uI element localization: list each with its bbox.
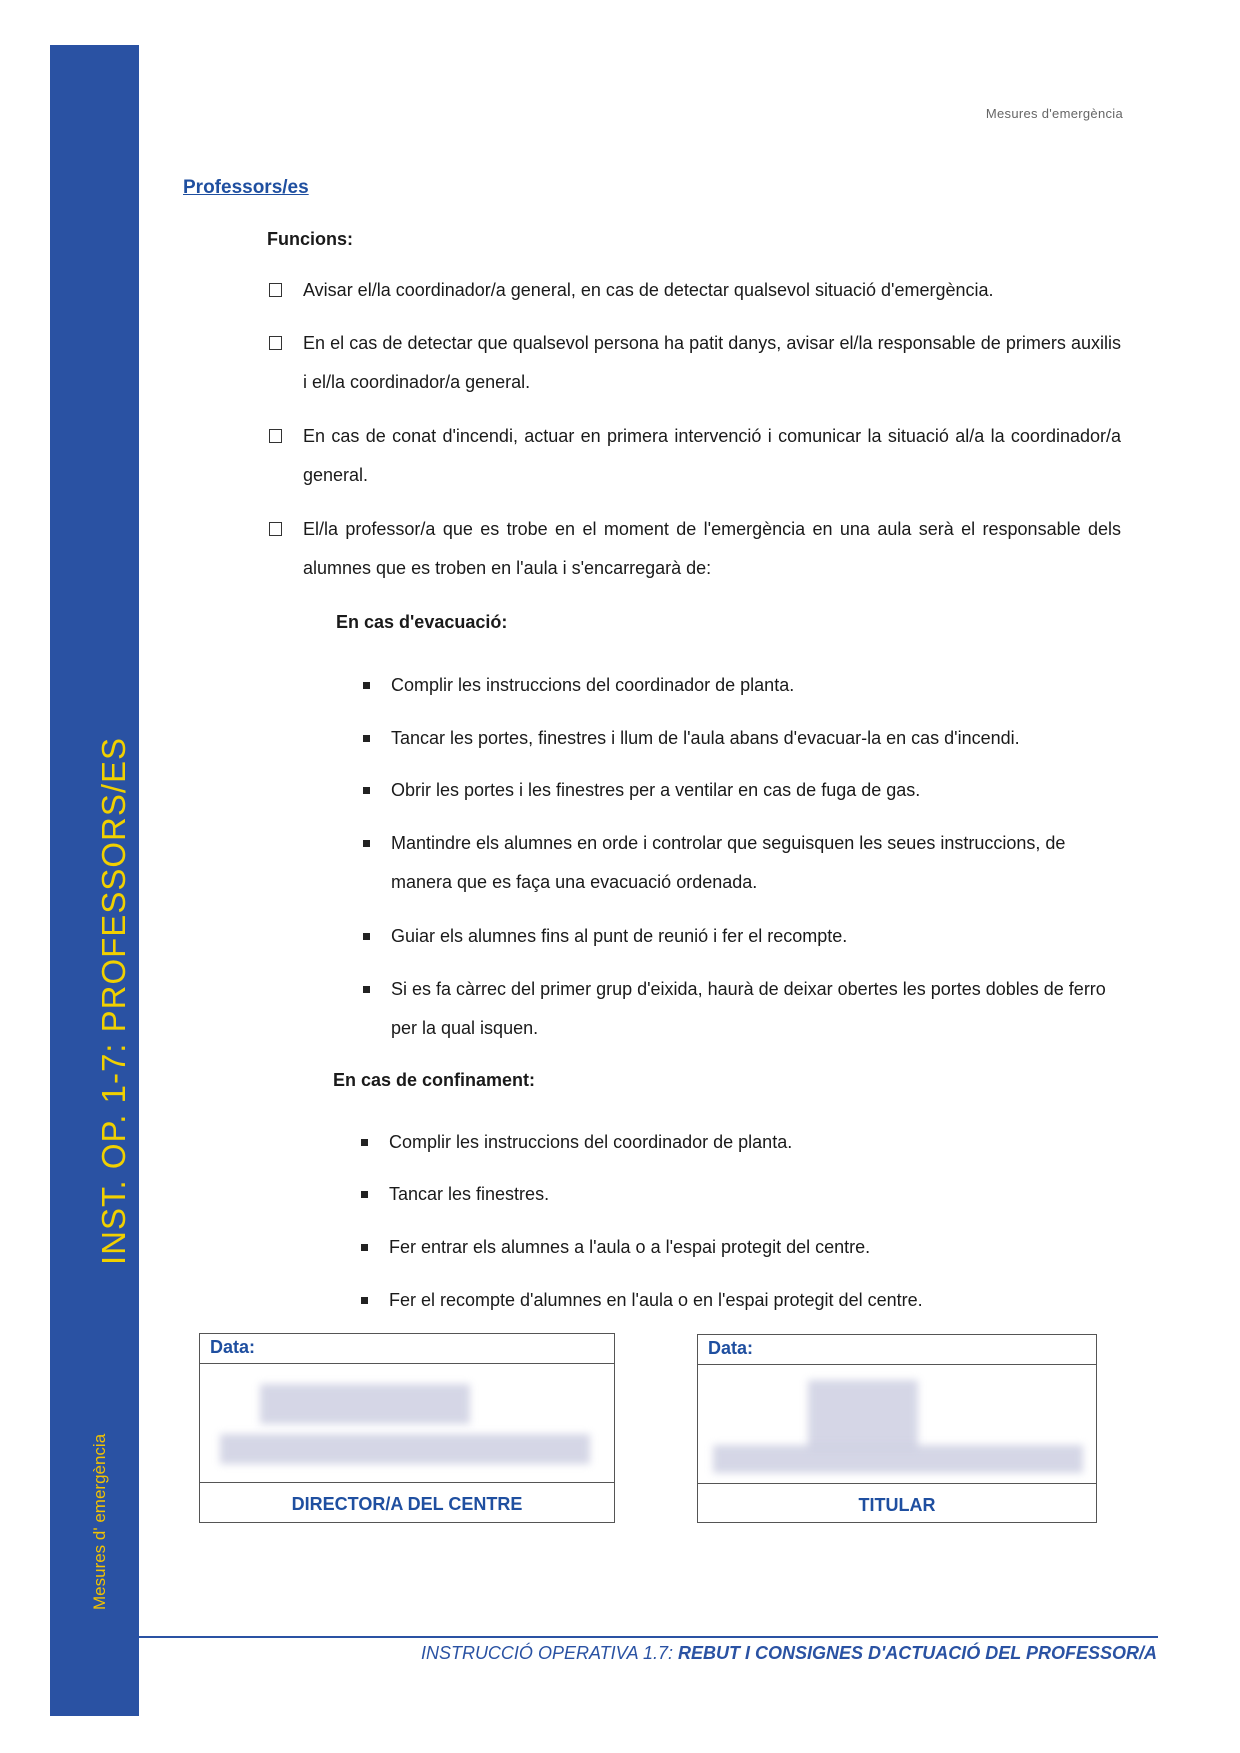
confinament-item: Fer entrar els alumnes a l'aula o a l'espai protegit del centre. — [358, 1228, 1118, 1267]
signature-image — [260, 1384, 470, 1424]
checkbox-icon — [269, 283, 282, 297]
bullet-icon — [361, 1297, 368, 1304]
checkbox-icon — [269, 336, 282, 350]
bullet-icon — [363, 682, 370, 689]
confinament-heading: En cas de confinament: — [333, 1070, 536, 1090]
signature-image — [713, 1445, 1083, 1473]
signature-date-label: Data: — [210, 1337, 256, 1357]
bullet-icon — [363, 735, 370, 742]
signature-image — [808, 1380, 918, 1450]
bullet-icon — [361, 1139, 368, 1146]
signature-date-label: Data: — [708, 1338, 754, 1358]
funcio-item: El/la professor/a que es trobe en el moment de l'emergència en una aula serà el responsable dels alumnes que es troben en l'aula i s'encarregarà de: — [267, 510, 1121, 588]
signature-role: DIRECTOR/A DEL CENTRE — [291, 1494, 523, 1514]
confinament-item: Complir les instruccions del coordinador de planta. — [358, 1123, 1118, 1162]
funcio-item: En cas de conat d'incendi, actuar en primera intervenció i comunicar la situació al/a la coordinador/a general. — [267, 417, 1121, 495]
checkbox-icon — [269, 522, 282, 536]
confinament-item: Fer el recompte d'alumnes en l'aula o en l'espai protegit del centre. — [358, 1281, 1118, 1320]
checkbox-icon — [269, 429, 282, 443]
sidebar-subtitle: Mesures d' emergència — [90, 1433, 109, 1610]
footer-text: INSTRUCCIÓ OPERATIVA 1.7: REBUT I CONSIGNES D'ACTUACIÓ DEL PROFESSOR/A — [420, 1643, 1157, 1663]
funcio-item: En el cas de detectar que qualsevol persona ha patit danys, avisar el/la responsable de primers auxilis i el/la coordinador/a general. — [267, 324, 1121, 402]
bullet-icon — [363, 840, 370, 847]
evacuacio-item: Complir les instruccions del coordinador de planta. — [360, 666, 1120, 705]
evacuacio-item: Obrir les portes i les finestres per a ventilar en cas de fuga de gas. — [360, 771, 1120, 810]
evacuacio-item: Si es fa càrrec del primer grup d'eixida, haurà de deixar obertes les portes dobles de ferro per la qual isquen. — [360, 970, 1120, 1048]
confinament-item: Tancar les finestres. — [358, 1175, 1118, 1214]
divider — [698, 1364, 1096, 1365]
divider — [200, 1482, 614, 1483]
signature-image — [220, 1434, 590, 1464]
evacuacio-heading: En cas d'evacuació: — [336, 612, 508, 632]
bullet-icon — [363, 986, 370, 993]
divider — [698, 1483, 1096, 1484]
signature-role: TITULAR — [858, 1495, 936, 1515]
header-text: Mesures d'emergència — [985, 106, 1123, 121]
section-title: Professors/es — [183, 177, 309, 198]
bullet-icon — [361, 1244, 368, 1251]
bullet-icon — [361, 1191, 368, 1198]
evacuacio-item: Mantindre els alumnes en orde i controlar que seguisquen les seues instruccions, de manera que es faça una evacuació ordenada. — [360, 824, 1120, 902]
divider — [200, 1363, 614, 1364]
signature-box-titular — [697, 1334, 1097, 1523]
footer-rule — [128, 1636, 1158, 1638]
funcio-item: Avisar el/la coordinador/a general, en cas de detectar qualsevol situació d'emergència. — [267, 271, 1121, 310]
bullet-icon — [363, 787, 370, 794]
bullet-icon — [363, 933, 370, 940]
signature-box-director — [199, 1333, 615, 1523]
evacuacio-item: Guiar els alumnes fins al punt de reunió i fer el recompte. — [360, 917, 1120, 956]
evacuacio-item: Tancar les portes, finestres i llum de l'aula abans d'evacuar-la en cas d'incendi. — [360, 719, 1120, 758]
sidebar-title: INST. OP. 1-7: PROFESSORS/ES — [95, 736, 132, 1265]
funcions-label: Funcions: — [267, 229, 353, 249]
